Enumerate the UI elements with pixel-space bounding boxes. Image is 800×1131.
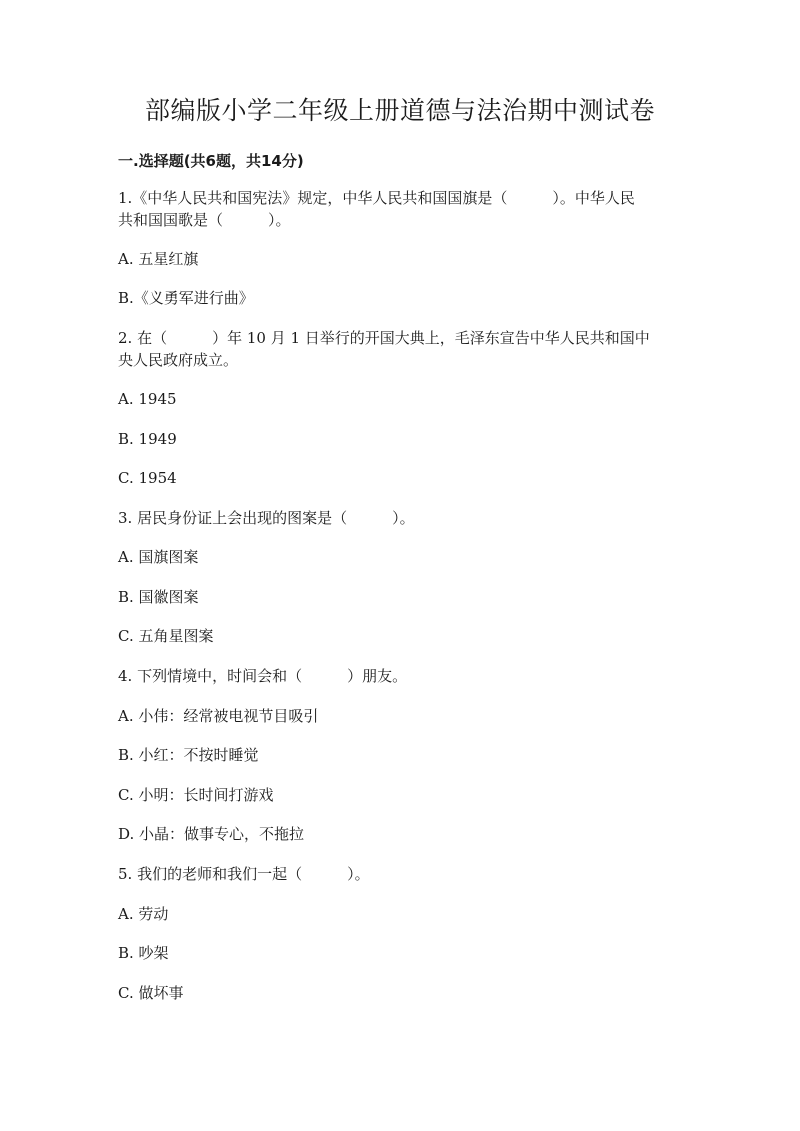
question-2-option-a: A. 1945 bbox=[118, 390, 177, 408]
question-2-option-c: C. 1954 bbox=[118, 469, 177, 487]
question-5-option-c: C. 做坏事 bbox=[118, 984, 184, 1002]
question-4-option-a: A. 小伟：经常被电视节目吸引 bbox=[118, 707, 319, 725]
question-4-option-d: D. 小晶：做事专心，不拖拉 bbox=[118, 825, 305, 843]
question-2-option-b: B. 1949 bbox=[118, 430, 177, 448]
question-5-stem: 5. 我们的老师和我们一起（ ）。 bbox=[118, 865, 370, 883]
question-4-option-b: B. 小红：不按时睡觉 bbox=[118, 746, 259, 764]
question-1-option-a: A. 五星红旗 bbox=[118, 250, 199, 268]
question-4-option-c: C. 小明：长时间打游戏 bbox=[118, 786, 274, 804]
question-1-stem-line-2: 共和国国歌是（ ）。 bbox=[118, 211, 291, 229]
question-2-stem-line-2: 央人民政府成立。 bbox=[118, 351, 239, 369]
page-title: 部编版小学二年级上册道德与法治期中测试卷 bbox=[144, 96, 655, 125]
question-3-stem: 3. 居民身份证上会出现的图案是（ ）。 bbox=[118, 509, 415, 527]
question-3-option-a: A. 国旗图案 bbox=[118, 548, 199, 566]
question-4-stem: 4. 下列情境中，时间会和（ ）朋友。 bbox=[118, 667, 408, 685]
question-5-option-b: B. 吵架 bbox=[118, 944, 169, 962]
section-heading: 一.选择题(共6题，共14分) bbox=[118, 152, 304, 170]
question-3-option-b: B. 国徽图案 bbox=[118, 588, 199, 606]
question-3-option-c: C. 五角星图案 bbox=[118, 627, 214, 645]
question-1-option-b: B.《义勇军进行曲》 bbox=[118, 289, 254, 307]
question-2-stem-line-1: 2. 在（ ）年 10 月 1 日举行的开国大典上，毛泽东宣告中华人民共和国中 bbox=[118, 329, 650, 347]
question-1-stem-line-1: 1.《中华人民共和国宪法》规定，中华人民共和国国旗是（ ）。中华人民 bbox=[118, 189, 635, 207]
question-5-option-a: A. 劳动 bbox=[118, 905, 169, 923]
